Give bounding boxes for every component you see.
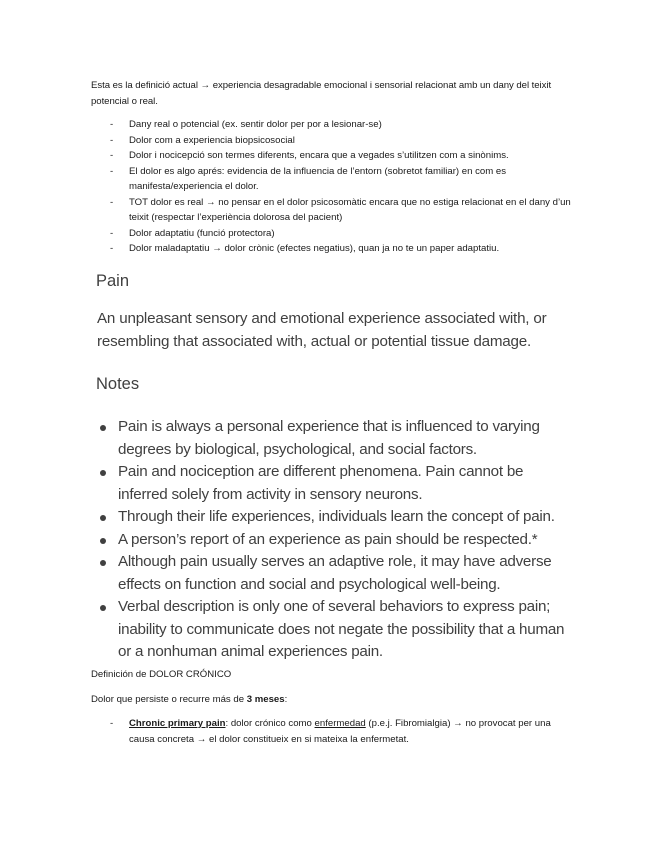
bullet-icon [100, 560, 106, 566]
list-item [91, 117, 576, 133]
note-item [97, 461, 565, 506]
bullet-icon [100, 470, 106, 476]
note-text: Pain and nociception are different phenomena. Pain cannot be inferred solely from activity in sensory neurons. [118, 463, 524, 503]
arrow-glyph: → [200, 80, 211, 91]
dash-marker: - [110, 165, 114, 177]
note-item [97, 506, 565, 529]
bullet-icon [100, 515, 106, 521]
note-text: Pain is always a personal experience that is influenced to varying degrees by biological, psychological, and social factors. [118, 418, 540, 458]
intro-text-before: Esta es la definició actual [91, 80, 201, 91]
list-item-text: Dolor adaptatiu (funció protectora) [129, 227, 275, 239]
chronic-pain-list [91, 716, 576, 747]
subtitle-text: Dolor que persiste o recurre más de [91, 694, 247, 705]
list-item-text: Dolor maladaptatiu → dolor crònic (efectes negatius), quan ja no te un paper adaptatiu. [129, 243, 500, 254]
notes-heading: Notes [96, 375, 140, 393]
note-item [97, 529, 565, 552]
list-item [91, 226, 576, 242]
list-item-text: Dolor com a experiencia biopsicosocial [129, 134, 295, 146]
enfermedad-underlined: enfermedad [314, 718, 366, 729]
list-item [91, 716, 576, 747]
intro-text-after: experiencia desagradable emocional i sensorial relacionat amb un dany del teixit potencial o real. [91, 80, 552, 107]
list-item [91, 195, 576, 226]
bullet-icon [100, 538, 106, 544]
dash-marker: - [110, 150, 114, 161]
pain-heading: Pain [96, 272, 130, 290]
chronic-pain-subtitle [91, 692, 287, 707]
list-item [91, 164, 576, 195]
dash-marker: - [110, 243, 114, 254]
note-item [97, 551, 565, 596]
note-text: Although pain usually serves an adaptive role, it may have adverse effects on function and social and psychological well-being. [118, 553, 552, 593]
dash-marker: - [110, 119, 114, 130]
notes-list [97, 416, 565, 664]
bullet-icon [100, 425, 106, 431]
chronic-pain-title: Definición de DOLOR CRÓNICO [91, 669, 232, 680]
dash-marker: - [110, 718, 114, 729]
list-item [91, 133, 576, 149]
bullet-icon [100, 605, 106, 611]
list-item-text: Dany real o potencial (ex. sentir dolor per por a lesionar-se) [129, 119, 382, 130]
intro-paragraph [91, 78, 571, 109]
list-item-text: (p.e.j. Fibromialgia) → no provocat per una causa concreta → el dolor constitueix en si mateixa la enfermetat. [129, 718, 551, 745]
characteristics-list [91, 117, 576, 257]
note-item [97, 416, 565, 461]
list-item-text: Dolor i nocicepció son termes diferents, encara que a vegades s’utilitzen com a sinònims. [129, 150, 509, 161]
list-item-text: El dolor es algo aprés: evidencia de la influencia de l’entorn (sobretot familiar) en com es manifesta/experiencia el dolor. [129, 165, 507, 192]
note-text: Verbal description is only one of several behaviors to express pain; inability to communicate does not negate the possibility that a human or a nonhuman animal experiences pain. [118, 598, 565, 660]
chronic-primary-pain-term: Chronic primary pain [129, 718, 226, 729]
dash-marker: - [110, 134, 114, 146]
note-item [97, 596, 565, 664]
list-item [91, 241, 576, 257]
duration-bold: 3 meses [246, 694, 285, 705]
list-item [91, 148, 576, 164]
list-item-text: : dolor crónico como [225, 718, 315, 729]
dash-marker: - [110, 227, 114, 239]
list-item-text: TOT dolor es real → no pensar en el dolor psicosomàtic encara que no estiga relacionat en el dany d’un teixit (respectar l’experiència dolorosa del pacient) [129, 196, 571, 223]
note-text: A person’s report of an experience as pain should be respected.* [118, 530, 538, 548]
pain-definition-figure [96, 268, 566, 660]
note-text: Through their life experiences, individuals learn the concept of pain. [118, 508, 555, 525]
subtitle-colon: : [284, 694, 288, 705]
dash-marker: - [110, 196, 114, 208]
pain-definition: An unpleasant sensory and emotional experience associated with, or resembling that associated with, actual or potential tissue damage. [97, 310, 547, 350]
